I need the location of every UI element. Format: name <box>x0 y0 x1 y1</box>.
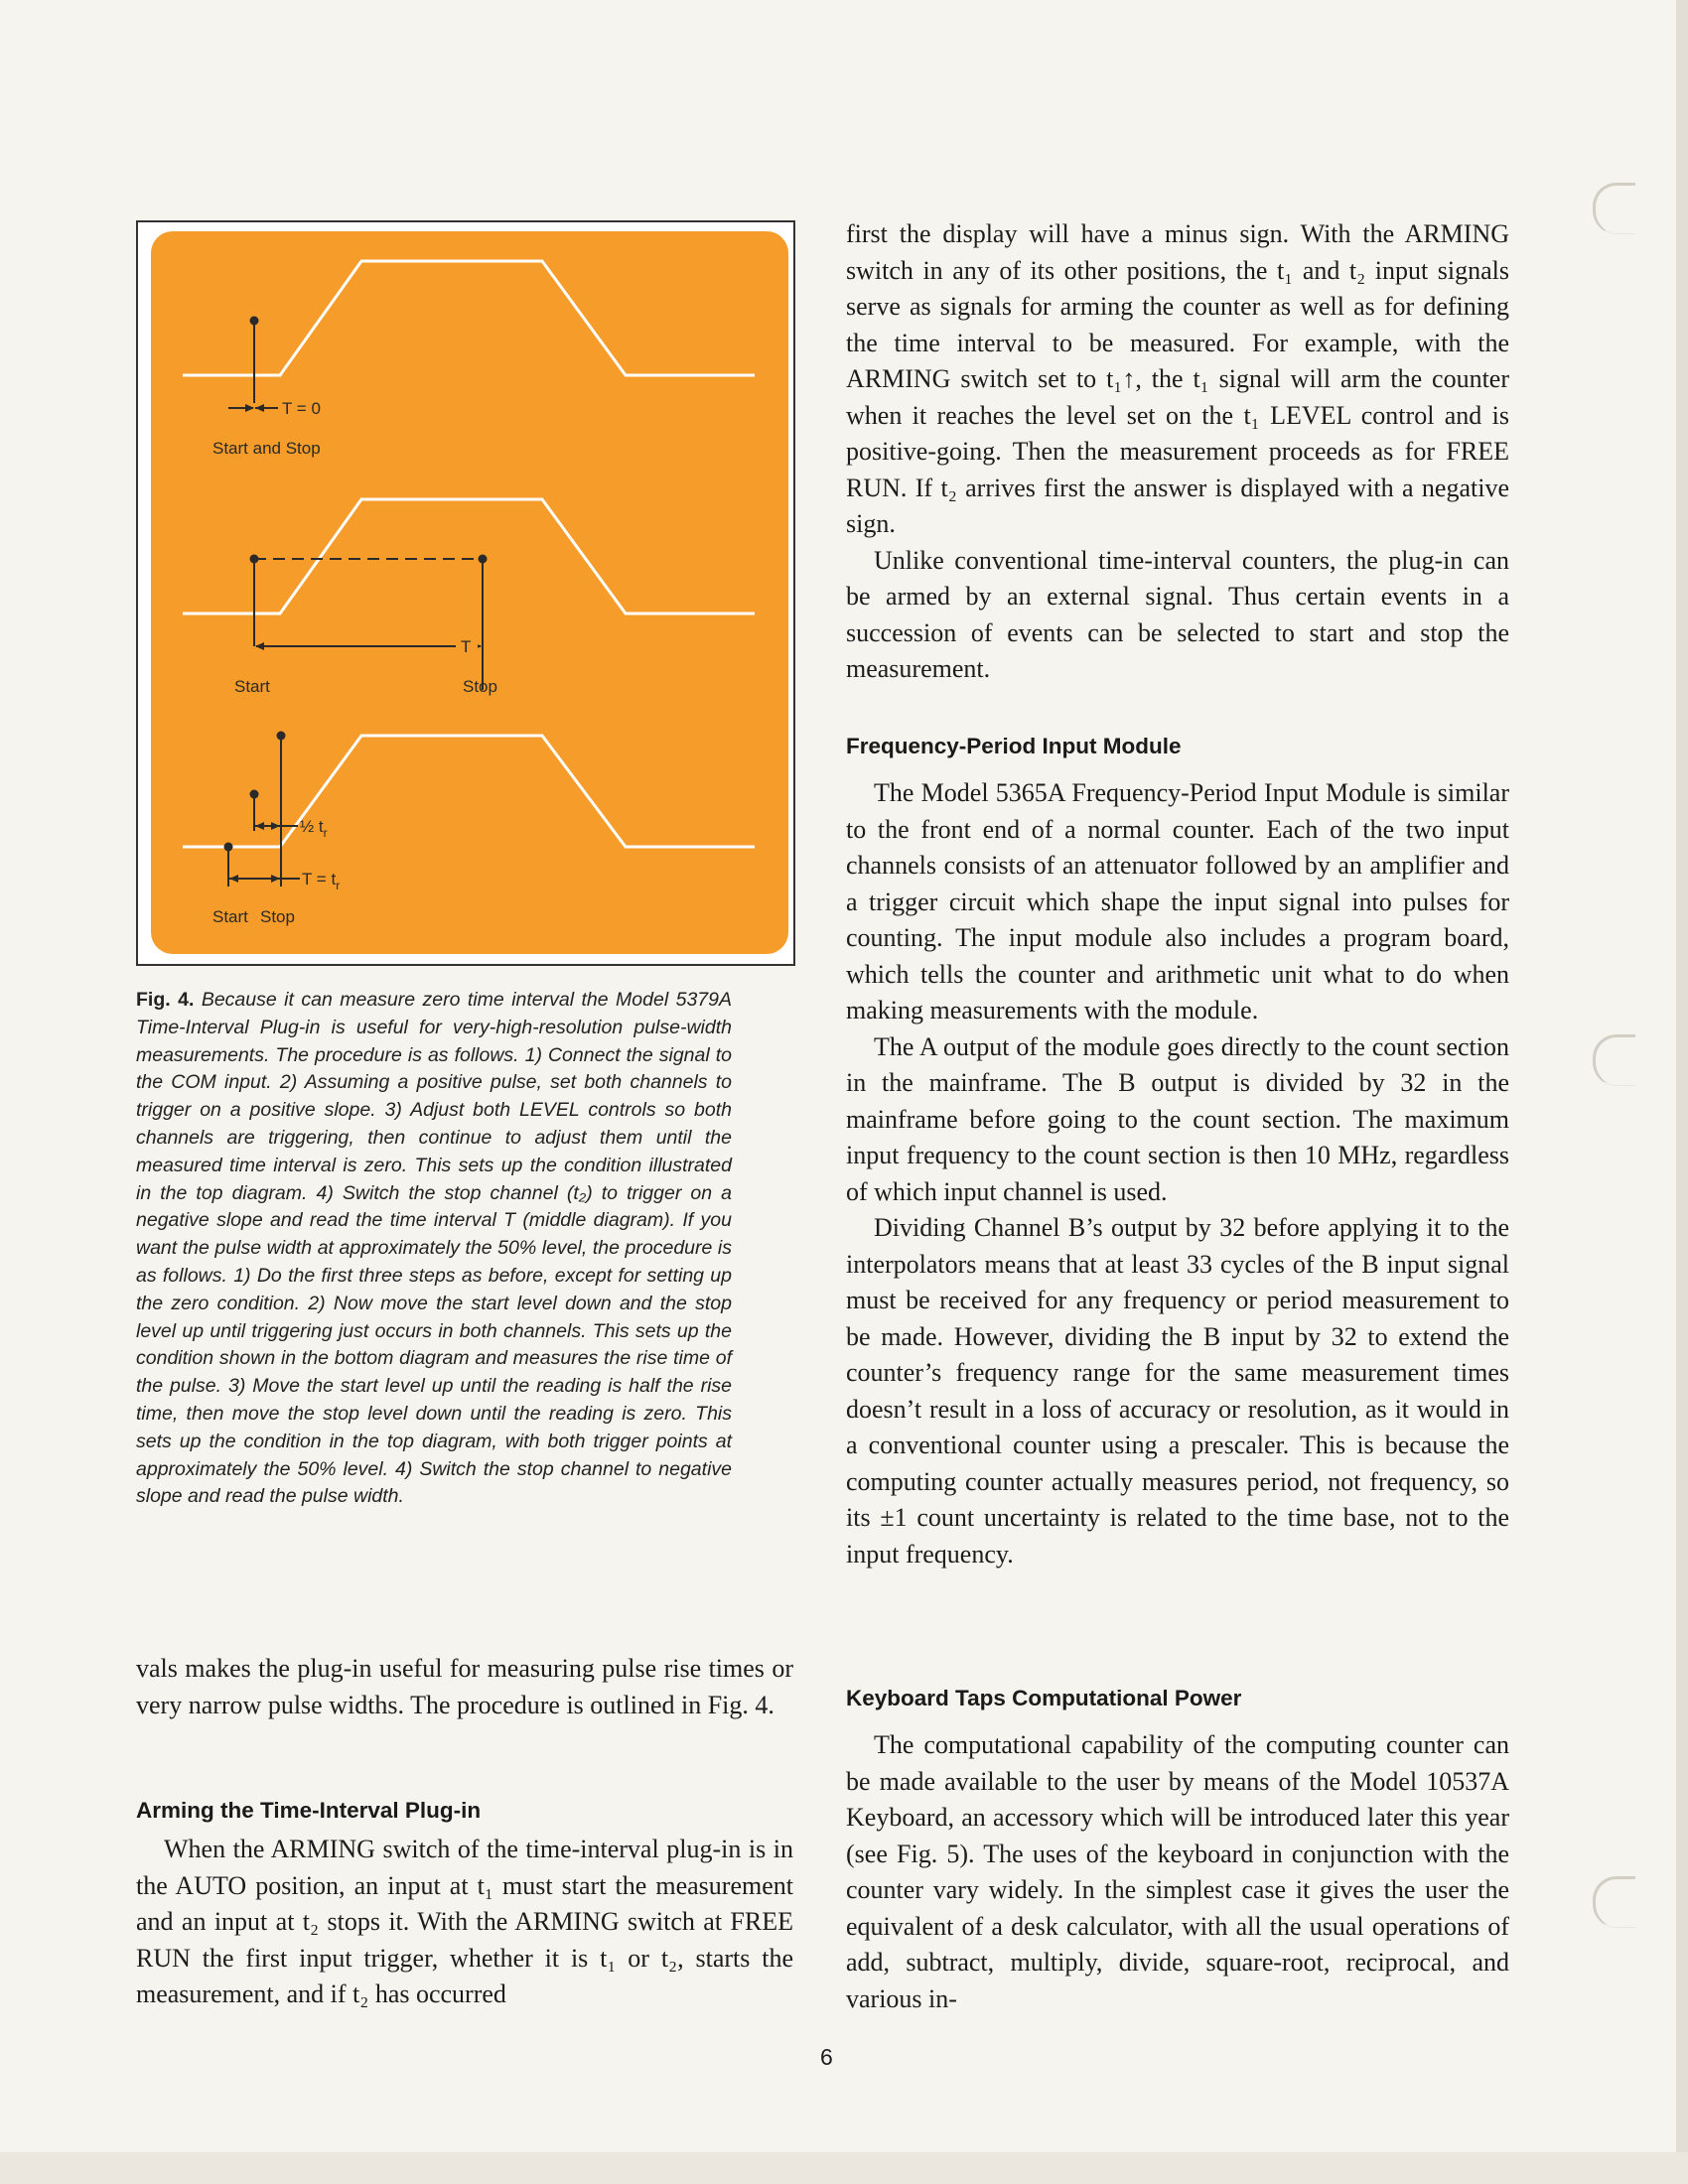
start-label: Start <box>234 677 270 696</box>
section-heading-keyboard: Keyboard Taps Computational Power <box>846 1686 1242 1710</box>
section-heading-frequency: Frequency-Period Input Module <box>846 734 1182 758</box>
caption-text: Because it can measure zero time interval the Model 5379A Time-Interval Plug-in is useful for very-high-resolution pulse-width measurements. The procedure is as follows. 1) Connect the signal to the COM input. 2) Assuming a positive pulse, set both channels to trigger on a positive slope. 3) Adjust both LEVEL controls so both channels are triggering, then continue to adjust them until the measured time interval is zero. This sets up the condition illustrated in the top diagram. 4) Switch the stop channel (t₂) to trigger on a negative slope and read the time interval T (middle diagram). If you want the pulse width at approximately the 50% level, the procedure is as follows. 1) Do the first three steps as before, except for setting up the zero condition. 2) Now move the start level down and the stop level up until triggering just occurs in both channels. This sets up the condition shown in the bottom diagram and measures the rise time of the pulse. 3) Move the start level up until the reading is half the rise time, then move the stop level down until the reading is zero. This sets up the condition in the top diagram, with both trigger points at approximately the 50% level. 4) Switch the stop channel to negative slope and read the pulse width. <box>136 989 732 1508</box>
left-column-arming <box>136 1832 793 2013</box>
diagram-rise-time <box>183 732 755 927</box>
page-edge <box>1676 0 1688 2184</box>
body-paragraph: When the ARMING switch of the time-interval plug-in is in the AUTO position, an input at t₁ must start the measurement and an input at t₂ stops it. With the ARMING switch at FREE RUN the first input trigger, whether it is t₁ or t₂, starts the measurement, and if t₂ has occurred <box>136 1835 793 2008</box>
rise-time-label: $T = t_r$ <box>302 870 341 892</box>
arrow-head <box>255 822 264 830</box>
start-stop-label: Start and Stop <box>212 439 321 458</box>
trigger-point <box>250 317 259 326</box>
right-column-keyboard <box>846 1727 1509 2017</box>
interval-label: T = 0 <box>282 399 321 418</box>
pulse-waveform-2 <box>183 499 755 614</box>
pulse-waveform-3 <box>183 736 755 847</box>
diagram-pulse-width <box>183 499 755 696</box>
body-paragraph: vals makes the plug-in useful for measuring pulse rise times or very narrow pulse widths. The procedure is outlined in Fig. 4. <box>136 1654 793 1719</box>
body-paragraph: The computational capability of the computing counter can be made available to the user by means of the Model 10537A Keyboard, an accessory which will be introduced later this year (see Fig. 5). The uses of the keyboard in conjunction with the counter vary widely. In the simplest case it gives the user the equivalent of a desk calculator, with all the usual operations of add, subtract, multiply, divide, square-root, reciprocal, and various in- <box>846 1730 1509 2013</box>
right-column-frequency <box>846 775 1509 1572</box>
body-paragraph: The Model 5365A Frequency-Period Input Module is similar to the front end of a normal counter. Each of the two input channels consists of an attenuator followed by an amplifier and a trigger circuit which shape the input signal into pulses for counting. The input module also includes a program board, which tells the counter and arithmetic unit what to do when making measurements with the module. <box>846 778 1509 1024</box>
arrow-head <box>271 822 280 830</box>
page-number: 6 <box>820 2044 833 2070</box>
half-rise-label: ½ $t_r$ <box>300 817 328 840</box>
pulse-waveform-1 <box>183 261 755 375</box>
pulse-diagram-panel <box>151 231 788 954</box>
body-paragraph: first the display will have a minus sign. With the ARMING switch in any of its other positions, the t₁ and t₂ input signals serve as signals for arming the counter as well as for defining the time interval to be measured. For example, with the ARMING switch set to t₁↑, the t₁ signal will arm the counter when it reaches the level set on the t₁ LEVEL control and is positive-going. Then the measurement proceeds as for FREE RUN. If t₂ arrives first the answer is displayed with a negative sign. <box>846 219 1509 538</box>
start-label: Start <box>212 907 248 926</box>
binder-hole <box>1593 183 1635 234</box>
page-bottom-margin <box>0 2152 1688 2184</box>
diagram-zero-interval <box>183 261 755 458</box>
body-paragraph: Dividing Channel B’s output by 32 before applying it to the interpolators means that at least 33 cycles of the B input signal must be received for any frequency or period measurement to be made. However, dividing the B input by 32 to extend the counter’s frequency range for the same measurement times doesn’t result in a loss of accuracy or resolution, as it would in a conventional counter using a prescaler. This is because the computing counter actually measures period, not frequency, so its ±1 count uncertainty is related to the time base, not to the input frequency. <box>846 1213 1509 1569</box>
arrow-head <box>255 404 264 412</box>
body-paragraph: Unlike conventional time-interval counters, the plug-in can be armed by an external signal. Thus certain events in a succession of events can be selected to start and stop the measurement. <box>846 545 1509 683</box>
pulse-diagrams <box>151 231 788 954</box>
right-column-top <box>846 216 1509 688</box>
section-heading-arming: Arming the Time-Interval Plug-in <box>136 1798 482 1823</box>
binder-hole <box>1593 1034 1635 1086</box>
arrow-head <box>229 875 238 883</box>
binder-hole <box>1593 1876 1635 1928</box>
body-paragraph: The A output of the module goes directly to the count section in the mainframe. The B output is divided by 32 in the mainframe before going to the count section. The maximum input frequency to the count section is then 10 MHz, regardless of which input channel is used. <box>846 1031 1509 1206</box>
figure-number: Fig. 4. <box>136 989 195 1011</box>
stop-label: Stop <box>260 907 295 926</box>
interval-label: T <box>461 637 472 656</box>
figure-caption <box>136 987 732 1511</box>
arrow-head <box>255 642 264 650</box>
left-column-intro <box>136 1651 793 1723</box>
arrow-head <box>245 404 254 412</box>
arrow-head <box>271 875 280 883</box>
stop-label: Stop <box>463 677 497 696</box>
